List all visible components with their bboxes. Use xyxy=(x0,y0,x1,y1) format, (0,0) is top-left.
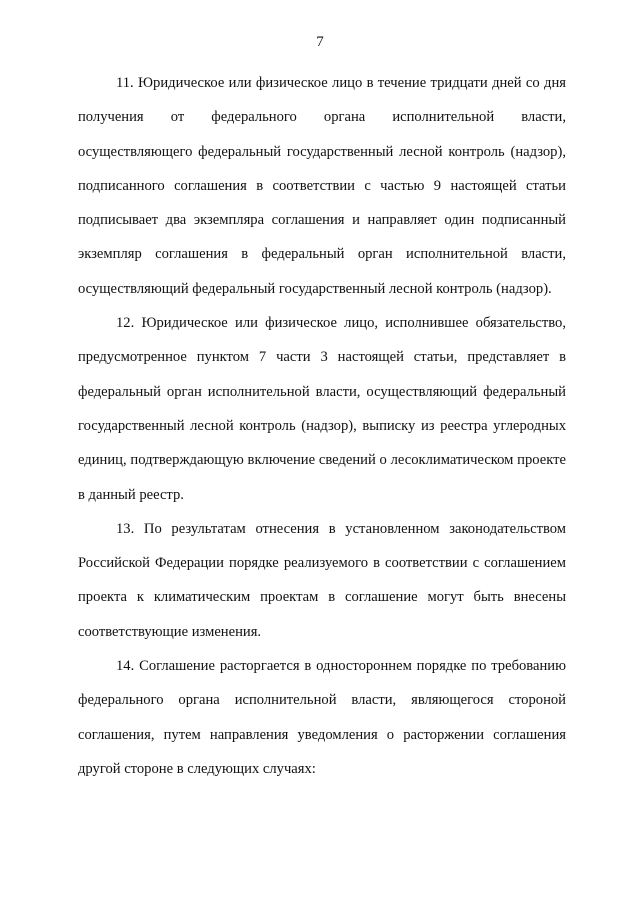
paragraph-11: 11. Юридическое или физическое лицо в течение тридцати дней со дня получения от федерального органа исполнительной власти, осуществляющего федеральный государственный лесной контроль (надзор), подписанного соглашения в соответствии с частью 9 настоящей статьи подписывает два экземпляра соглашения и направляет один подписанный экземпляр соглашения в федеральный орган исполнительной власти, осуществляющий федеральный государственный лесной контроль (надзор). xyxy=(78,75,566,297)
page-number: 7 xyxy=(316,34,324,50)
document-body xyxy=(78,66,566,786)
paragraph-14: 14. Соглашение расторгается в одностороннем порядке по требованию федерального органа исполнительной власти, являющегося стороной соглашения, путем направления уведомления о расторжении соглашения другой стороне в следующих случаях: xyxy=(78,658,566,777)
paragraph-12: 12. Юридическое или физическое лицо, исполнившее обязательство, предусмотренное пунктом 7 части 3 настоящей статьи, представляет в федеральный орган исполнительной власти, осуществляющий федеральный государственный лесной контроль (надзор), выписку из реестра углеродных единиц, подтверждающую включение сведений о лесоклиматическом проекте в данный реестр. xyxy=(78,315,566,503)
paragraph-13: 13. По результатам отнесения в установленном законодательством Российской Федерации порядке реализуемого в соответствии с соглашением проекта к климатическим проектам в соглашение могут быть внесены соответствующие изменения. xyxy=(78,520,566,640)
